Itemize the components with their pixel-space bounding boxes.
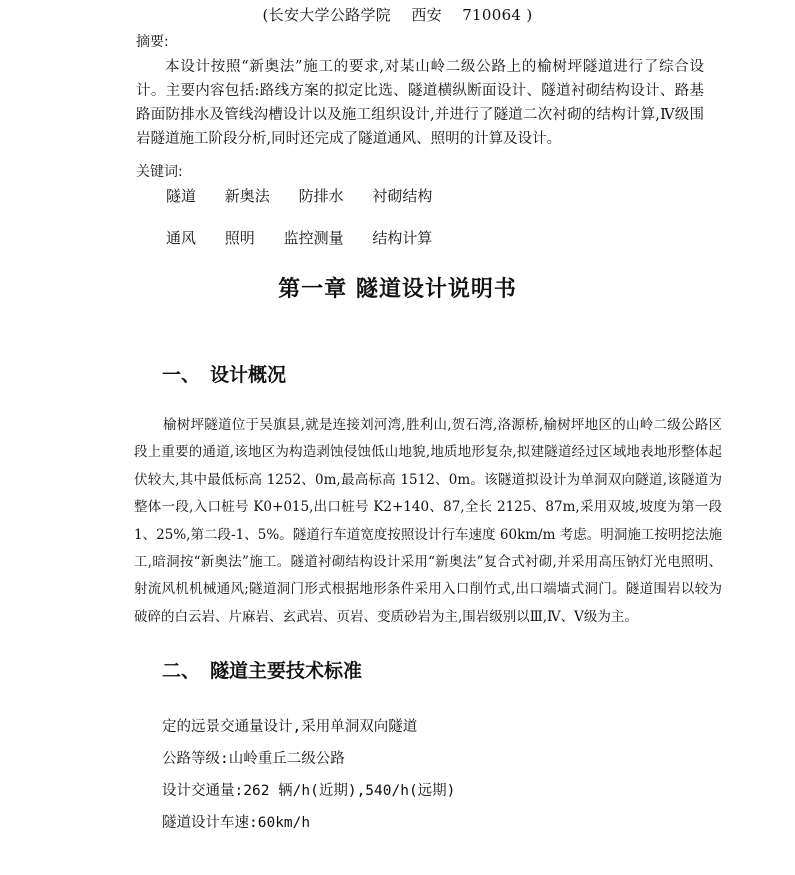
spec-line: 定的远景交通量设计,采用单洞双向隧道 (162, 719, 418, 735)
section-heading-standards (162, 656, 362, 683)
keyword: 通风 (166, 229, 197, 247)
section-title: 隧道主要技术标准 (210, 660, 363, 682)
keywords-row-2 (166, 227, 456, 248)
section-number: 一、 (162, 364, 201, 386)
spec-line: 隧道设计车速:60km/h (162, 815, 311, 831)
keyword: 防排水 (298, 187, 344, 205)
abstract-text: 本设计按照“新奥法”施工的要求,对某山岭二级公路上的榆树坪隧道进行了综合设计。主要内容包括:路线方案的拟定比选、隧道横纵断面设计、隧道衬砌结构设计、路基路面防排水及管线沟槽设计以及施工组织设计,并进行了隧道二次衬砌的结构计算,Ⅳ级围岩隧道施工阶段分析,同时还完成了隧道通风、照明的计算及设计。 (136, 59, 704, 147)
section-heading-overview (162, 360, 286, 387)
spec-line: 公路等级:山岭重丘二级公路 (162, 751, 345, 767)
keyword: 照明 (224, 229, 255, 247)
spec-line: 设计交通量:262 辆/h(近期),540/h(远期) (162, 783, 456, 799)
keyword: 监控测量 (283, 229, 344, 247)
section-title: 设计概况 (210, 364, 287, 386)
author-affiliation: (长安大学公路学院 西安 710064 ) (262, 6, 533, 24)
keyword: 结构计算 (372, 229, 433, 247)
abstract-label: 摘要: (136, 34, 169, 50)
chapter-title: 第一章 隧道设计说明书 (278, 277, 517, 302)
keywords-row-1 (166, 185, 456, 206)
section-number: 二、 (162, 660, 201, 682)
overview-paragraph: 榆树坪隧道位于吴旗县,就是连接刘河湾,胜利山,贺石湾,洛源桥,榆树坪地区的山岭二级公路区段上重要的通道,该地区为构造剥蚀侵蚀低山地貌,地质地形复杂,拟建隧道经过区域地表地形整体起伏较大,其中最低标高 1252、0m,最高标高 1512、0m。该隧道拟设计为单洞双向隧道,该隧道为整体一段,入口桩号 K0+015,出口桩号 K2+140、87,全长 2125、87m,采用双坡,坡度为第一段 1、25%,第二段-1、5%。隧道行车道宽度按照设计行车速度 60km/m 考虑。明洞施工按明挖法施工,暗洞按“新奥法”施工。隧道衬砌结构设计采用“新奥法”复合式衬砌,并采用高压钠灯光电照明、射流风机机械通风;隧道洞门形式根据地形条件采用入口削竹式,出口端墙式洞门。隧道围岩以较为破碎的白云岩、片麻岩、玄武岩、页岩、变质砂岩为主,围岩级别以Ⅲ,Ⅳ、Ⅴ级为主。 (134, 417, 722, 625)
keyword: 新奥法 (224, 187, 270, 205)
keyword: 衬砌结构 (372, 187, 433, 205)
keywords-label: 关键词: (136, 164, 183, 180)
keyword: 隧道 (166, 187, 197, 205)
